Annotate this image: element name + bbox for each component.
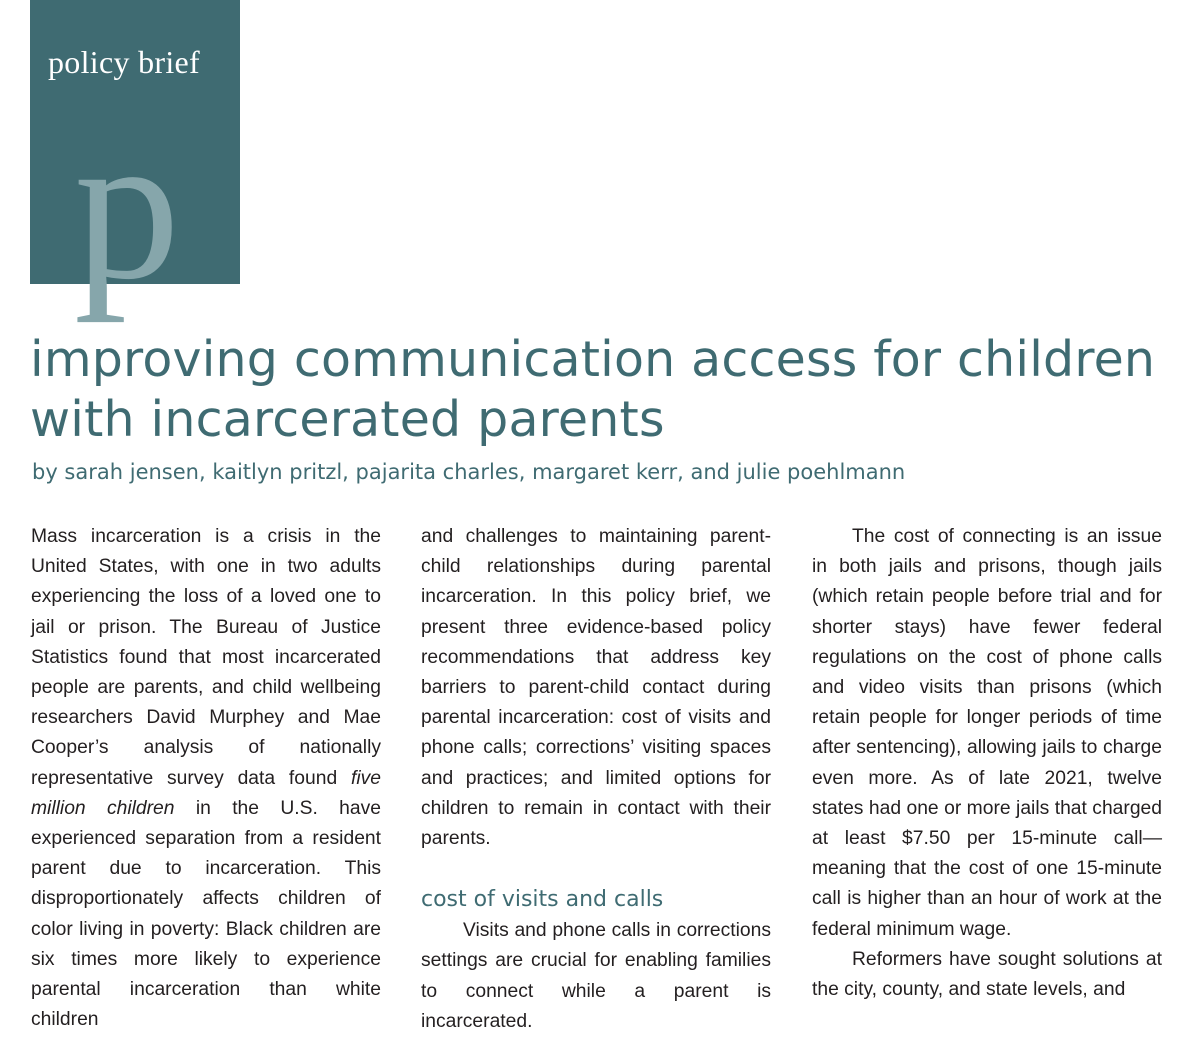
paragraph-text: in the U.S. have experienced separation from a resident parent due to incarceration. This disproportionately affects children of color living in poverty: Black children are six times more likely to experience parental incarceration than white children — [31, 797, 381, 1031]
body-paragraph: Reformers have sought solutions at the city, county, and state levels, and — [812, 948, 1162, 1001]
badge-label: policy brief — [48, 44, 200, 80]
body-paragraph: The cost of connecting is an issue in both jails and prisons, though jails (which retain people before trial and for shorter stays) have fewer federal regulations on the cost of phone calls and video visits than prisons (which retain people for longer periods of time after sentencing), allowing jails to charge even more. As of late 2021, twelve states had one or more jails that charged at least $7.50 per 15-minute call—meaning that the cost of one 15-minute call is higher than an hour of work at the federal minimum wage. — [812, 526, 1162, 940]
section-heading: cost of visits and calls — [421, 887, 664, 913]
text-column-3 — [812, 522, 1162, 1005]
body-paragraph — [31, 522, 381, 1035]
paragraph-text: Mass incarceration is a crisis in the United States, with one in two adults experiencing the loss of a loved one to jail or prison. The Bureau of Justice Statistics found that most incarcerated people are parents, and child wellbeing researchers David Murphey and Mae Cooper’s analysis of nationally representative survey data found — [31, 526, 381, 789]
badge-letter: p — [74, 88, 180, 323]
document-title: improving communication access for children with incarcerated parents — [30, 331, 1156, 448]
emphasized-text: five million children — [31, 767, 381, 819]
body-paragraph: Visits and phone calls in corrections settings are crucial for enabling families to connect while a parent is incarcerated. — [421, 920, 771, 1032]
text-column-1 — [31, 522, 381, 1035]
body-paragraph: and challenges to maintaining parent-child relationships during parental incarceration. In this policy brief, we present three evidence-based policy recommendations that address key barriers to parent-child contact during parental incarceration: cost of visits and phone calls; corrections’ visiting spaces and practices; and limited options for children to remain in contact with their parents. — [421, 526, 771, 850]
author-byline: by sarah jensen, kaitlyn pritzl, pajarita charles, margaret kerr, and julie poehlmann — [32, 460, 906, 484]
